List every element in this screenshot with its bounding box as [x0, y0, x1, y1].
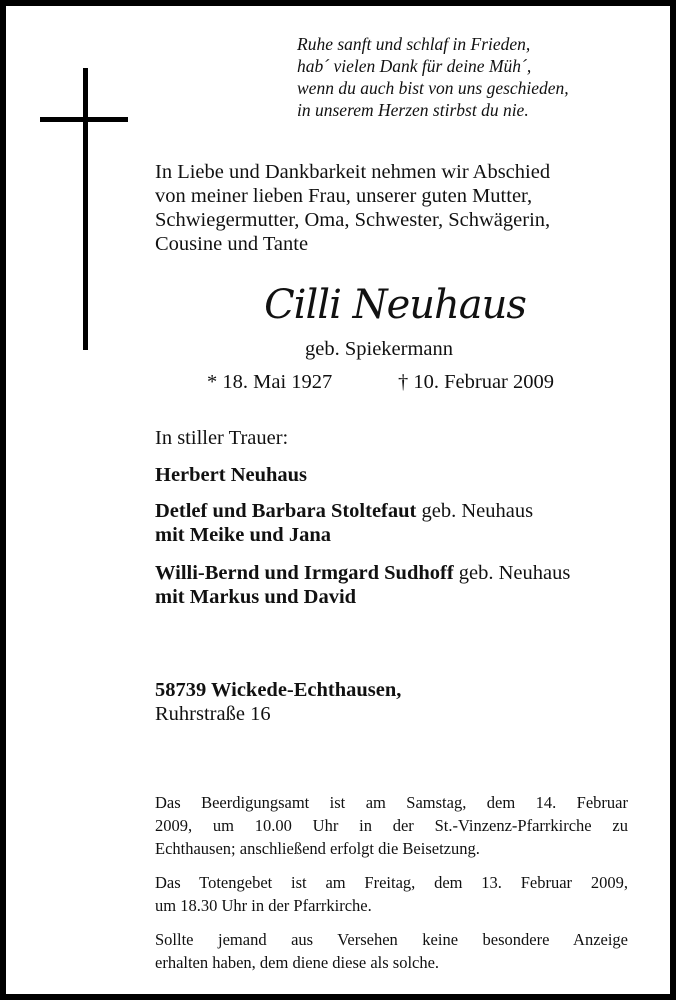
- birth-date: * 18. Mai 1927: [207, 371, 333, 393]
- intro-line: In Liebe und Dankbarkeit nehmen wir Abschied: [155, 161, 551, 183]
- intro-line: von meiner lieben Frau, unserer guten Mutter,: [155, 185, 533, 207]
- intro-line: Cousine und Tante: [155, 233, 309, 255]
- mourner-names: Detlef und Barbara Stoltefaut: [155, 500, 417, 522]
- closing-note: Sollte jemand aus Versehen keine besondere Anzeige: [155, 930, 628, 949]
- mourner-children: mit Meike und Jana: [155, 524, 331, 546]
- intro-line: Schwiegermutter, Oma, Schwester, Schwägerin,: [155, 209, 551, 231]
- prayer-note: um 18.30 Uhr in der Pfarrkirche.: [155, 896, 372, 915]
- mourner: [155, 499, 533, 523]
- mourner-children: mit Markus und David: [155, 586, 357, 608]
- poem-line: in unserem Herzen stirbst du nie.: [297, 100, 529, 120]
- closing-note: erhalten haben, dem diene diese als solche.: [155, 953, 440, 972]
- funeral-note: Das Beerdigungsamt ist am Samstag, dem 14. Februar: [155, 793, 628, 812]
- death-date: † 10. Februar 2009: [398, 371, 555, 393]
- poem-line: hab´ vielen Dank für deine Müh´,: [297, 56, 532, 76]
- funeral-note: Echthausen; anschließend erfolgt die Beisetzung.: [155, 839, 480, 858]
- funeral-note: 2009, um 10.00 Uhr in der St.-Vinzenz-Pfarrkirche zu: [155, 816, 628, 835]
- mourner: [155, 561, 570, 585]
- mourning-label: In stiller Trauer:: [155, 427, 289, 449]
- poem-line: wenn du auch bist von uns geschieden,: [297, 78, 569, 98]
- mourner: Herbert Neuhaus: [155, 464, 308, 486]
- address-city: 58739 Wickede-Echthausen,: [155, 679, 402, 701]
- address-street: Ruhrstraße 16: [155, 703, 271, 725]
- mourner-names: Willi-Bernd und Irmgard Sudhoff: [155, 562, 454, 584]
- prayer-note: Das Totengebet ist am Freitag, dem 13. Februar 2009,: [155, 873, 628, 892]
- cross-icon-bar: [40, 117, 128, 122]
- maiden-name: geb. Spiekermann: [305, 338, 454, 360]
- mourner-geb: geb. Neuhaus: [416, 500, 534, 522]
- poem-line: Ruhe sanft und schlaf in Frieden,: [297, 34, 531, 54]
- mourner-geb: geb. Neuhaus: [453, 562, 571, 584]
- deceased-name: Cilli Neuhaus: [264, 282, 526, 328]
